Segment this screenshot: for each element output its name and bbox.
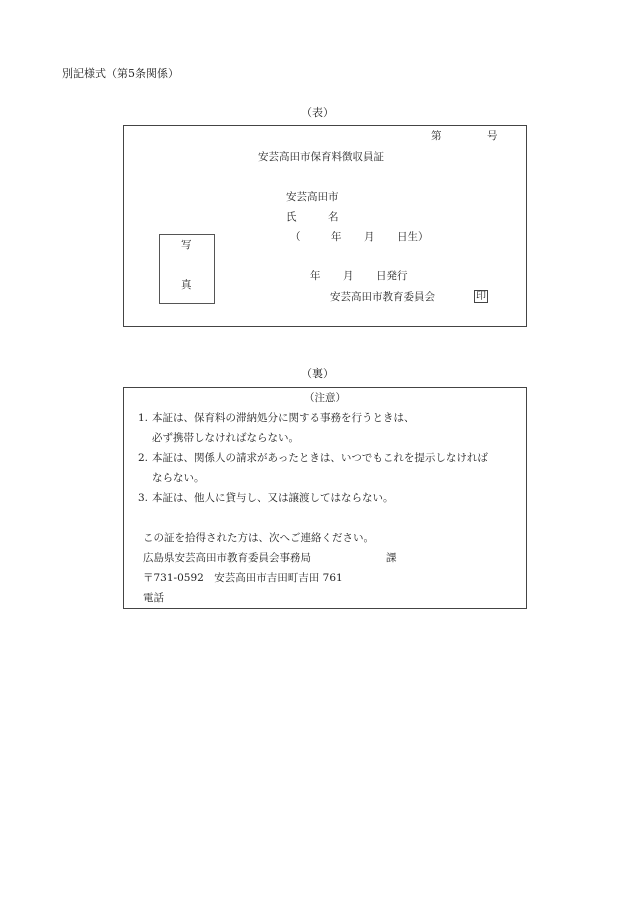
note-2-line-2: ならない。: [152, 472, 205, 484]
birth-month-label: 月: [364, 231, 375, 243]
seal-mark: [474, 290, 488, 303]
issue-day-label: 日発行: [376, 270, 408, 282]
birth-year-label: 年: [331, 231, 342, 243]
certificate-number-suffix: 号: [487, 130, 498, 142]
note-2-line-1: 本証は、関係人の請求があったときは、いつでもこれを提示しなければ: [152, 452, 488, 464]
issue-month-label: 月: [343, 270, 354, 282]
city-name: 安芸高田市: [286, 191, 339, 203]
address: 〒731-0592 安芸高田市吉田町吉田 761: [143, 572, 343, 584]
issuer-name: 安芸高田市教育委員会: [330, 291, 435, 303]
photo-label-1: 写: [181, 239, 192, 251]
found-message: この証を拾得された方は、次へご連絡ください。: [143, 532, 374, 544]
office-name: 広島県安芸高田市教育委員会事務局: [143, 552, 311, 564]
phone-label: 電話: [143, 592, 164, 604]
name-label-1: 氏: [286, 211, 297, 223]
birth-open-paren: （: [290, 231, 301, 243]
form-label: 別記様式（第5条関係）: [62, 67, 179, 80]
note-1-line-1: 本証は、保育料の滞納処分に関する事務を行うときは、: [152, 412, 415, 424]
birth-day-label: 日生）: [397, 231, 429, 243]
certificate-number-prefix: 第: [431, 130, 442, 142]
note-1-line-2: 必ず携帯しなければならない。: [152, 432, 299, 444]
note-3-number: 3.: [138, 492, 149, 504]
front-side-label: （表）: [301, 106, 334, 119]
seal-icon: 印: [476, 291, 486, 302]
issue-year-label: 年: [310, 270, 321, 282]
note-2-number: 2.: [138, 452, 149, 464]
certificate-title: 安芸高田市保育料徴収員証: [258, 151, 384, 163]
notice-heading: （注意）: [304, 392, 346, 404]
note-3-line-1: 本証は、他人に貸与し、又は譲渡してはならない。: [152, 492, 394, 504]
back-side-label: （裏）: [301, 367, 334, 380]
note-1-number: 1.: [138, 412, 149, 424]
photo-label-2: 真: [181, 279, 192, 291]
section-suffix: 課: [386, 552, 397, 564]
name-label-2: 名: [328, 211, 339, 223]
